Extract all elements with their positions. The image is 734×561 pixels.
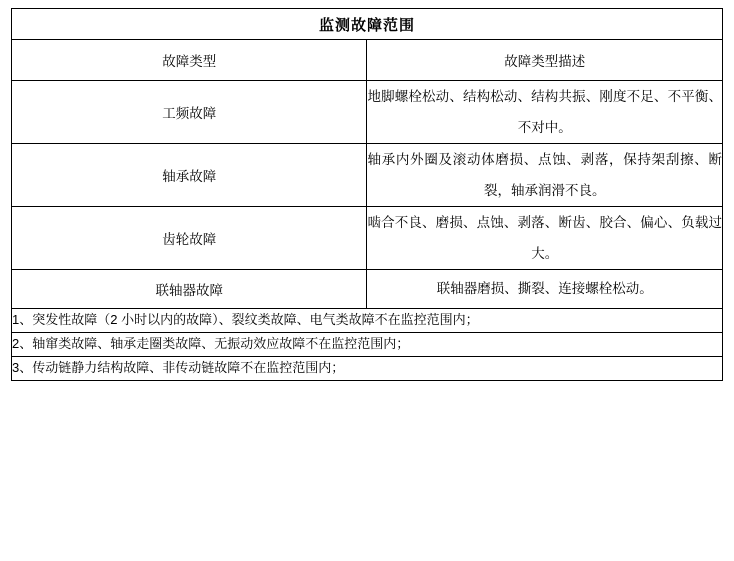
fault-description-text: 联轴器磨损、撕裂、连接螺栓松动。: [367, 270, 723, 309]
fault-description-text: 轴承内外圈及滚动体磨损、点蚀、剥落，保持架刮擦、断裂，轴承润滑不良。: [367, 144, 723, 207]
fault-type-label: 齿轮故障: [12, 207, 367, 270]
note-text: 1、突发性故障（2 小时以内的故障）、裂纹类故障、电气类故障不在监控范围内；: [12, 308, 723, 332]
table-title-row: [12, 9, 723, 40]
fault-type-label: 工频故障: [12, 81, 367, 144]
monitoring-fault-scope-table: [11, 8, 723, 381]
table-row: [12, 81, 723, 144]
table-row: [12, 270, 723, 309]
column-header-fault-description: 故障类型描述: [367, 40, 723, 81]
fault-type-label: 轴承故障: [12, 144, 367, 207]
fault-type-label: 联轴器故障: [12, 270, 367, 309]
table-title: 监测故障范围: [12, 9, 723, 40]
table-row: [12, 144, 723, 207]
note-row: [12, 356, 723, 380]
table-row: [12, 207, 723, 270]
note-row: [12, 332, 723, 356]
note-text: 3、传动链静力结构故障、非传动链故障不在监控范围内；: [12, 356, 723, 380]
note-text: 2、轴窜类故障、轴承走圈类故障、无振动效应故障不在监控范围内；: [12, 332, 723, 356]
column-header-fault-type: 故障类型: [12, 40, 367, 81]
fault-description-text: 地脚螺栓松动、结构松动、结构共振、刚度不足、不平衡、不对中。: [367, 81, 723, 144]
fault-description-text: 啮合不良、磨损、点蚀、剥落、断齿、胶合、偏心、负载过大。: [367, 207, 723, 270]
table-header-row: [12, 40, 723, 81]
note-row: [12, 308, 723, 332]
